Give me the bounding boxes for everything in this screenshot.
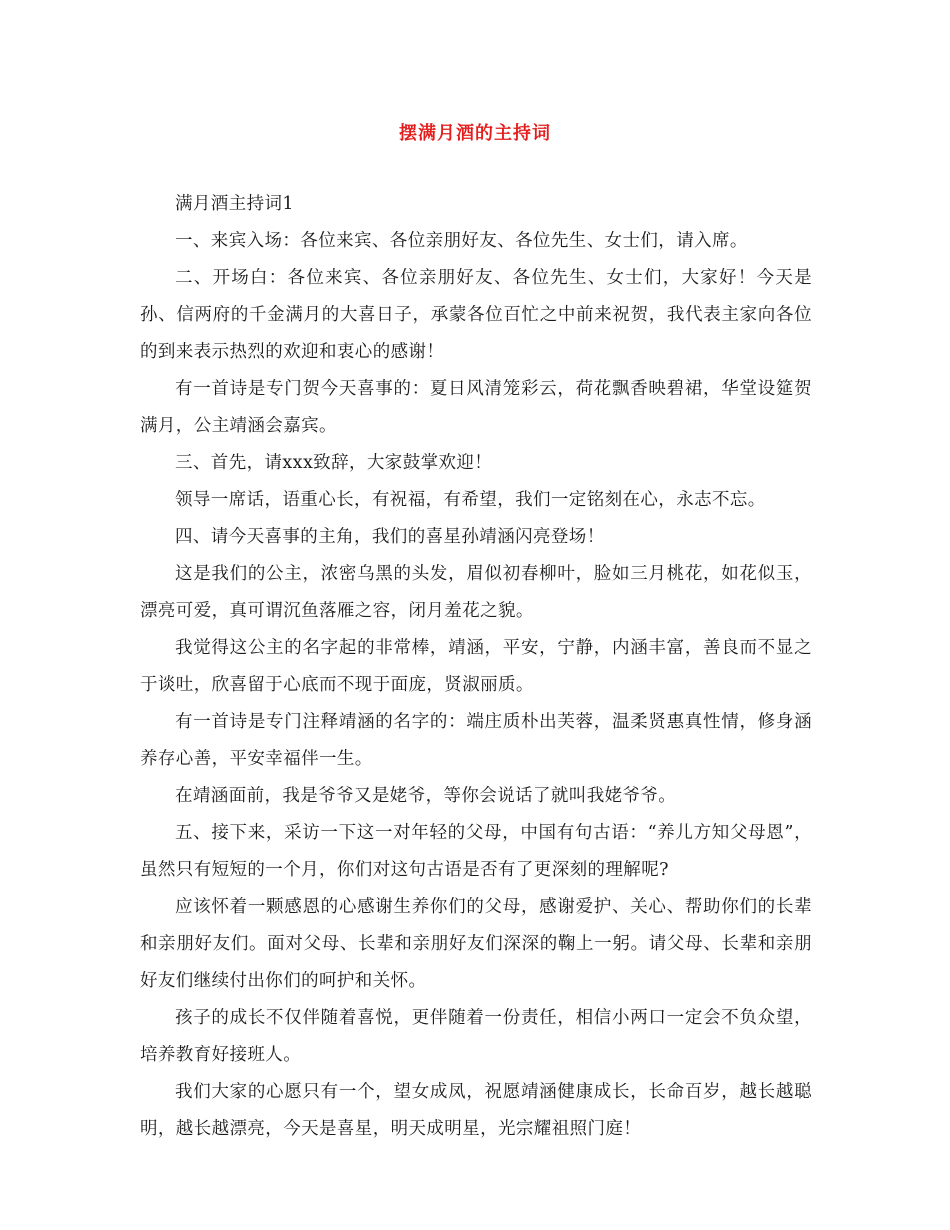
paragraph: 在靖涵面前，我是爷爷又是姥爷，等你会说话了就叫我姥爷爷。 [175,786,677,806]
document-body [140,186,812,1148]
paragraph: 四、请今天喜事的主角，我们的喜星孙靖涵闪亮登场！ [175,527,605,547]
paragraph: 三、首先，请xxx致辞，大家鼓掌欢迎！ [175,453,493,473]
paragraph: 应该怀着一颗感恩的心感谢生养你们的父母，感谢爱护、关心、帮助你们的长辈和亲朋好友们。面对父母、长辈和亲朋好友们深深的鞠上一躬。请父母、长辈和亲朋好友们继续付出你们的呵护和关怀。 [140,897,812,991]
paragraph: 一、来宾入场：各位来宾、各位亲朋好友、各位先生、女士们，请入席。 [175,231,748,251]
paragraph: 有一首诗是专门注释靖涵的名字的：端庄质朴出芙蓉，温柔贤惠真性情，修身涵养存心善，平安幸福伴一生。 [140,712,812,769]
paragraph: 孩子的成长不仅伴随着喜悦，更伴随着一份责任，相信小两口一定会不负众望，培养教育好接班人。 [140,1008,812,1065]
paragraph: 五、接下来，采访一下这一对年轻的父母，中国有句古语：“养儿方知父母恩”，虽然只有短短的一个月，你们对这句古语是否有了更深刻的理解呢? [140,823,812,880]
document-title: 摆满月酒的主持词 [399,123,551,144]
paragraph: 这是我们的公主，浓密乌黑的头发，眉似初春柳叶，脸如三月桃花，如花似玉，漂亮可爱，真可谓沉鱼落雁之容，闭月羞花之貌。 [140,564,812,621]
paragraph: 我觉得这公主的名字起的非常棒，靖涵，平安，宁静，内涵丰富，善良而不显之于谈吐，欣喜留于心底而不现于面庞，贤淑丽质。 [140,638,812,695]
paragraph: 二、开场白：各位来宾、各位亲朋好友、各位先生、女士们，大家好！今天是孙、信两府的千金满月的大喜日子，承蒙各位百忙之中前来祝贺，我代表主家向各位的到来表示热烈的欢迎和衷心的感谢！ [140,268,812,362]
paragraph: 满月酒主持词1 [175,194,294,214]
paragraph: 领导一席话，语重心长，有祝福，有希望，我们一定铭刻在心，永志不忘。 [175,490,766,510]
paragraph: 我们大家的心愿只有一个，望女成凤，祝愿靖涵健康成长，长命百岁，越长越聪明，越长越漂亮，今天是喜星，明天成明星，光宗耀祖照门庭！ [140,1082,812,1139]
paragraph: 有一首诗是专门贺今天喜事的：夏日风清笼彩云，荷花飘香映碧裙，华堂设筵贺满月，公主靖涵会嘉宾。 [140,379,812,436]
